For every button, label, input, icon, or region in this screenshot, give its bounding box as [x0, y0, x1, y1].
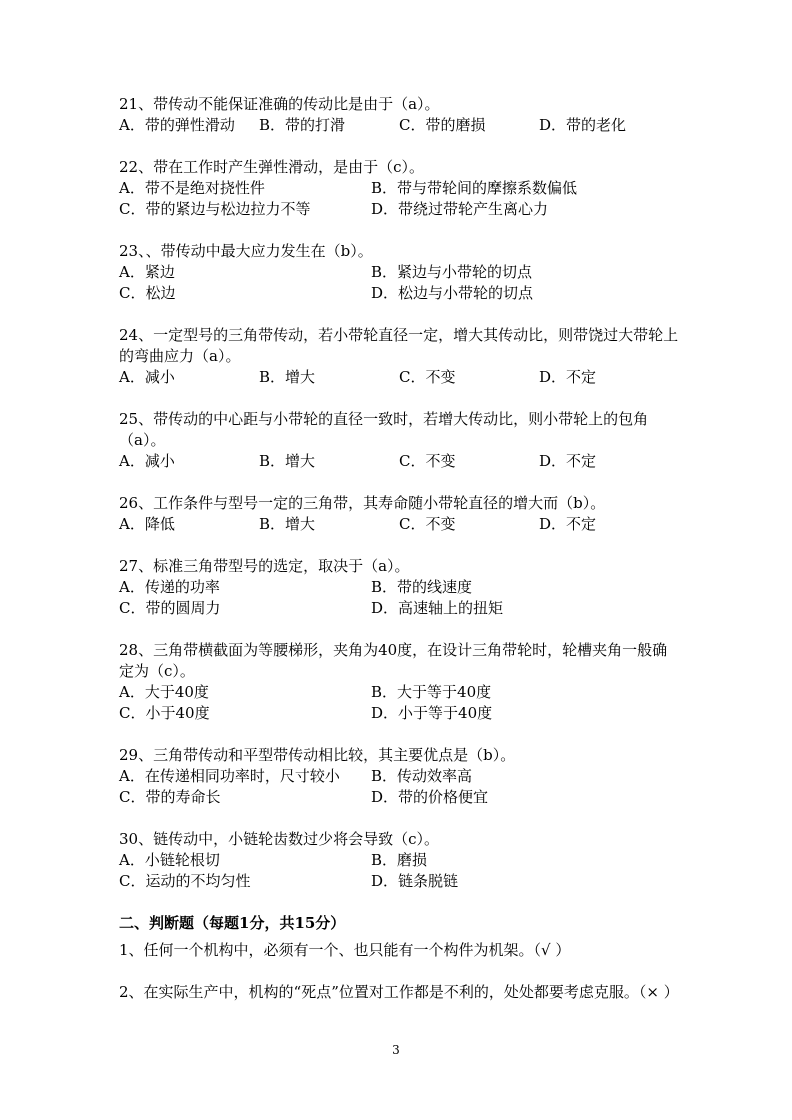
option-a: A．大于40度	[119, 683, 209, 701]
option-c: C．不变	[399, 515, 456, 533]
question-stem: 26、工作条件与型号一定的三角带，其寿命随小带轮直径的增大而（b）。	[119, 494, 606, 512]
option-b: B．增大	[259, 368, 316, 386]
options-row	[119, 451, 679, 472]
option-d: D．松边与小带轮的切点	[371, 284, 534, 302]
option-d: D．小于等于40度	[371, 704, 493, 722]
judgment-item: 2、在实际生产中，机构的“死点”位置对工作都是不利的，处处都要考虑克服。（× ）	[119, 983, 679, 1001]
options-row	[119, 787, 679, 808]
option-b: B．磨损	[371, 851, 428, 869]
option-d: D．不定	[539, 368, 597, 386]
option-d: D．高速轴上的扭矩	[371, 599, 504, 617]
option-c: C．运动的不均匀性	[119, 872, 251, 890]
option-b: B．增大	[259, 515, 316, 533]
question-24	[119, 325, 679, 388]
option-c: C．带的紧边与松边拉力不等	[119, 200, 311, 218]
option-b: B．带与带轮间的摩擦系数偏低	[371, 179, 578, 197]
options-row	[119, 577, 679, 598]
option-b: B．紧边与小带轮的切点	[371, 263, 533, 281]
judgment-item: 1、任何一个机构中，必须有一个、也只能有一个构件为机架。（√ ）	[119, 941, 571, 959]
question-28	[119, 640, 679, 724]
option-c: C．带的磨损	[399, 116, 486, 134]
option-b: B．带的线速度	[371, 578, 473, 596]
option-d: D．带的价格便宜	[371, 788, 489, 806]
option-a: A．减小	[119, 452, 175, 470]
question-23	[119, 241, 679, 304]
options-row	[119, 514, 679, 535]
option-a: A．降低	[119, 515, 175, 533]
option-a: A．带不是绝对挠性件	[119, 179, 265, 197]
options-row	[119, 871, 679, 892]
option-c: C．小于40度	[119, 704, 210, 722]
option-a: A．紧边	[119, 263, 175, 281]
question-27	[119, 556, 679, 619]
options-row	[119, 115, 679, 136]
options-row	[119, 766, 679, 787]
option-c: C．带的寿命长	[119, 788, 221, 806]
document-page	[119, 94, 679, 1024]
options-row	[119, 178, 679, 199]
options-row	[119, 682, 679, 703]
question-stem: 27、标准三角带型号的选定，取决于（a）。	[119, 557, 410, 575]
options-row	[119, 199, 679, 220]
question-stem: 22、带在工作时产生弹性滑动，是由于（c）。	[119, 158, 424, 176]
question-stem: 28、三角带横截面为等腰梯形，夹角为40度，在设计三角带轮时，轮槽夹角一般确定为（c）。	[119, 641, 668, 680]
options-row	[119, 262, 679, 283]
question-29	[119, 745, 679, 808]
option-a: A．传递的功率	[119, 578, 220, 596]
option-b: B．传动效率高	[371, 767, 473, 785]
page-number: 3	[392, 1043, 400, 1057]
option-a: A．小链轮根切	[119, 851, 220, 869]
option-d: D．带绕过带轮产生离心力	[371, 200, 549, 218]
options-row	[119, 850, 679, 871]
option-c: C．带的圆周力	[119, 599, 221, 617]
question-stem: 24、一定型号的三角带传动，若小带轮直径一定，增大其传动比，则带饶过大带轮上的弯曲应力（a）。	[119, 326, 679, 365]
question-22	[119, 157, 679, 220]
options-row	[119, 703, 679, 724]
option-a: A．在传递相同功率时，尺寸较小	[119, 767, 340, 785]
question-21	[119, 94, 679, 136]
option-b: B．带的打滑	[259, 116, 346, 134]
question-stem: 21、带传动不能保证准确的传动比是由于（a）。	[119, 95, 440, 113]
question-25	[119, 409, 679, 472]
option-b: B．大于等于40度	[371, 683, 492, 701]
question-stem: 25、带传动的中心距与小带轮的直径一致时，若增大传动比，则小带轮上的包角（a）。	[119, 410, 649, 449]
option-d: D．带的老化	[539, 116, 627, 134]
option-c: C．不变	[399, 452, 456, 470]
option-d: D．不定	[539, 452, 597, 470]
option-a: A．带的弹性滑动	[119, 116, 235, 134]
options-row	[119, 598, 679, 619]
question-26	[119, 493, 679, 535]
option-a: A．减小	[119, 368, 175, 386]
question-stem: 23、、带传动中最大应力发生在（b）。	[119, 242, 373, 260]
option-c: C．松边	[119, 284, 176, 302]
question-stem: 29、三角带传动和平型带传动相比较，其主要优点是（b）。	[119, 746, 516, 764]
option-d: D．不定	[539, 515, 597, 533]
options-row	[119, 367, 679, 388]
option-c: C．不变	[399, 368, 456, 386]
question-30	[119, 829, 679, 892]
option-b: B．增大	[259, 452, 316, 470]
section-title: 二、判断题（每题1分，共15分）	[119, 914, 346, 932]
options-row	[119, 283, 679, 304]
option-d: D．链条脱链	[371, 872, 459, 890]
question-stem: 30、链传动中，小链轮齿数过少将会导致（c）。	[119, 830, 439, 848]
